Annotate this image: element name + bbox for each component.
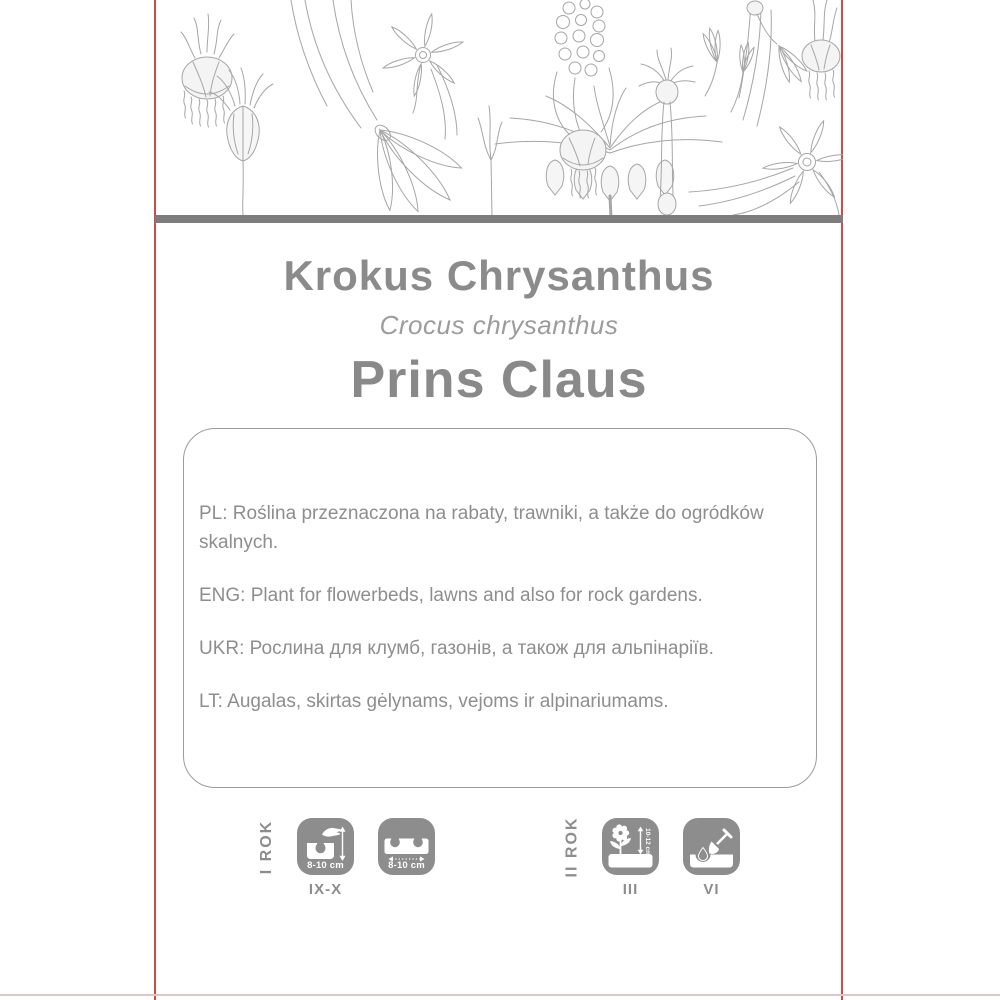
botanical-sketches	[155, 0, 843, 215]
flowering-month: III	[622, 881, 639, 898]
botanical-illustration-band	[155, 0, 843, 215]
year1-label: I ROK	[258, 819, 276, 874]
narcissus-sketch-right	[689, 106, 843, 215]
common-name-title: Krokus Chrysanthus	[283, 252, 715, 299]
depth-value: 8-10 cm	[307, 860, 344, 871]
bulb-planting-depth-icon	[297, 818, 354, 875]
planting-months: IX-X	[308, 881, 343, 898]
crocus-buds-sketch	[700, 2, 771, 126]
year2-label: II ROK	[563, 816, 581, 877]
planting-guide-year1	[253, 818, 435, 899]
description-ukr: UKR: Рослина для клумб, газонів, а також для альпінаріїв.	[199, 638, 714, 659]
description-pl: PL: Roślina przeznaczona na rabaty, trawniki, a także do ogródków skalnych.	[199, 503, 764, 553]
narcissus-sketch-top	[377, 6, 468, 139]
sprout-sketch	[478, 106, 502, 215]
variety-title: Prins Claus	[350, 351, 648, 409]
bulb-sketch-right	[802, 0, 840, 100]
description-lt: LT: Augalas, skirtas gėlynams, vejoms ir alpinariumams.	[199, 691, 669, 712]
divider-bar	[155, 215, 843, 223]
fritillaria-sketch	[495, 86, 722, 215]
bulb-with-bud-sketch	[747, 1, 812, 89]
label-area	[155, 0, 843, 1000]
description-box	[183, 428, 817, 788]
bulb-spacing-column	[378, 818, 435, 899]
latin-name-subtitle: Crocus chrysanthus	[379, 310, 619, 340]
bulb-sketch-left	[181, 14, 234, 127]
hanging-crocus-sketch	[291, 0, 477, 215]
bulb-spacing-icon	[378, 818, 435, 875]
flower-height-icon	[602, 818, 659, 875]
dig-up-column	[683, 818, 740, 899]
flower-height-column	[602, 818, 659, 899]
planting-guide-year2	[558, 818, 740, 899]
dig-up-bulbs-icon	[683, 818, 740, 875]
description-eng: ENG: Plant for flowerbeds, lawns and also for rock gardens.	[199, 585, 703, 606]
spacing-value: 8-10 cm	[388, 860, 425, 871]
height-value: 10-12 cm	[644, 828, 651, 856]
digup-month: VI	[703, 881, 720, 898]
planting-depth-column	[297, 818, 354, 899]
